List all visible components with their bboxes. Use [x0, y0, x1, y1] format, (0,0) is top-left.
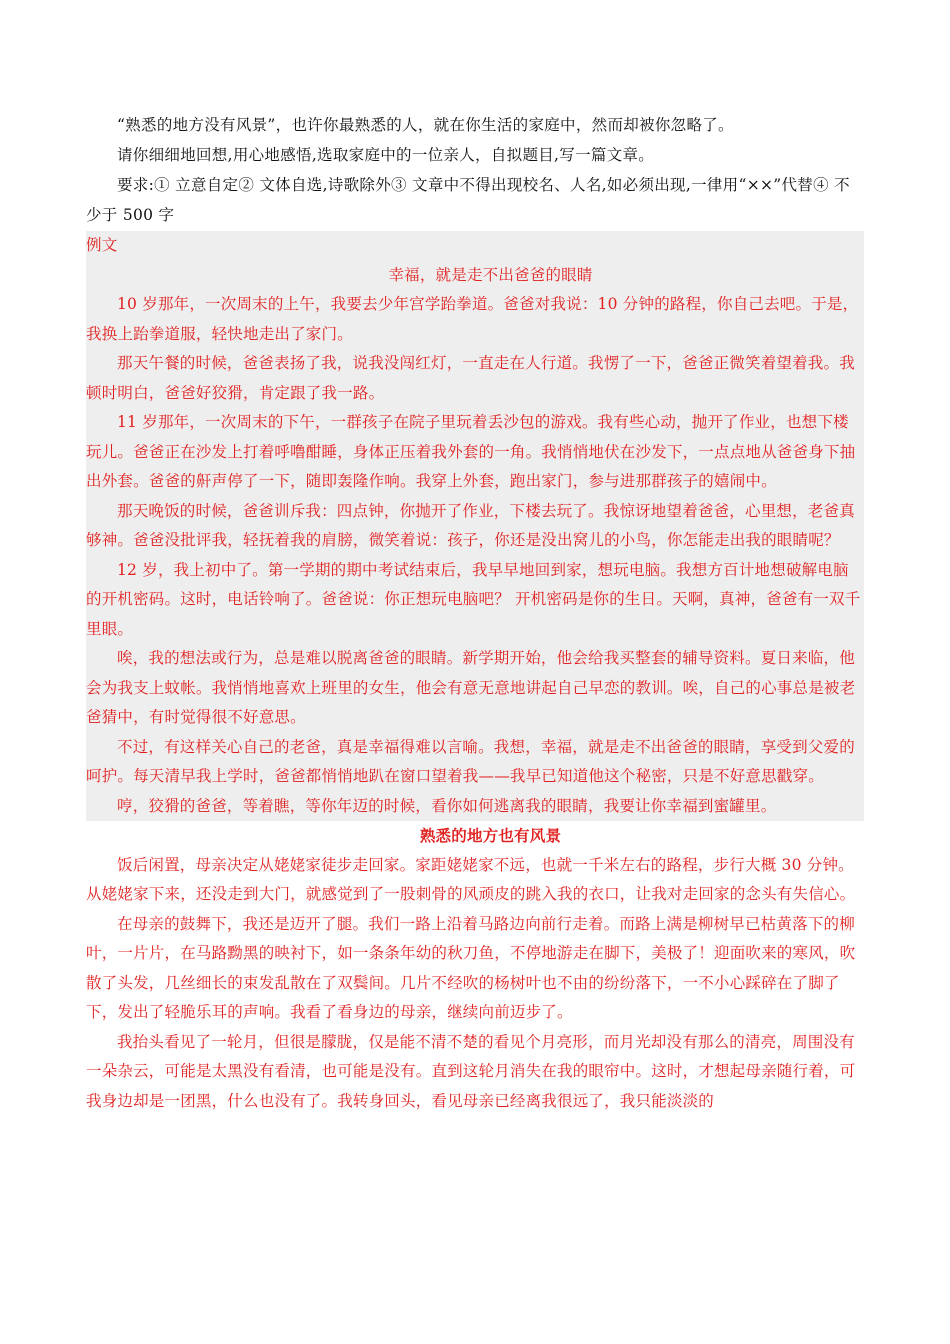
example-paragraph: 哼，狡猾的爸爸，等着瞧，等你年迈的时候，看你如何逃离我的眼睛，我要让你幸福到蜜罐里。 — [117, 796, 777, 815]
example-paragraph: 不过，有这样关心自己的老爸，真是幸福得难以言喻。我想，幸福，就是走不出爸爸的眼睛，享受到父爱的呵护。每天清早我上学时，爸爸都悄悄地趴在窗口望着我——我早已知道他这个秘密，只是不好意思戳穿。 — [86, 737, 855, 785]
prompt-line-2: 请你细细地回想,用心地感悟,选取家庭中的一位亲人，自拟题目,写一篇文章。 — [117, 146, 655, 164]
example-paragraph: 唉，我的想法或行为，总是难以脱离爸爸的眼睛。新学期开始，他会给我买整套的辅导资料。夏日来临，他会为我支上蚊帐。我悄悄地喜欢上班里的女生，他会有意无意地讲起自己早恋的教训。唉，自己的心事总是被老爸猜中，有时觉得很不好意思。 — [86, 649, 856, 726]
prompt-section — [86, 110, 864, 230]
second-essay — [86, 821, 864, 1116]
example-label: 例文 — [86, 236, 118, 254]
example-paragraph: 12 岁，我上初中了。第一学期的期中考试结束后，我早早地回到家，想玩电脑。我想方百计地想破解电脑的开机密码。这时，电话铃响了。爸爸说：你正想玩电脑吧？ 开机密码是你的生日。天啊，真神，爸爸有一双千里眼。 — [86, 560, 861, 638]
example-essay — [86, 231, 864, 821]
prompt-line-1: “熟悉的地方没有风景”，也许你最熟悉的人，就在你生活的家庭中，然而却被你忽略了。 — [117, 116, 734, 134]
essay2-paragraph: 我抬头看见了一轮月，但很是朦胧，仅是能不清不楚的看见个月亮形，而月光却没有那么的清亮，周围没有一朵杂云，可能是太黑没有看清，也可能是没有。直到这轮月消失在我的眼帘中。这时，才想起母亲随行着，可我身边却是一团黑，什么也没有了。我转身回头，看见母亲已经离我很远了，我只能淡淡的 — [86, 1032, 856, 1110]
page — [86, 110, 864, 1116]
example-paragraph: 11 岁那年，一次周末的下午，一群孩子在院子里玩着丢沙包的游戏。我有些心动，抛开了作业，也想下楼玩儿。爸爸正在沙发上打着呼噜酣睡，身体正压着我外套的一角。我悄悄地伏在沙发下，一点点地从爸爸身下抽出外套。爸爸的鼾声停了一下，随即轰隆作响。我穿上外套，跑出家门，参与进那群孩子的嬉闹中。 — [86, 413, 856, 490]
essay2-title: 熟悉的地方也有风景 — [419, 826, 562, 845]
example-title: 幸福，就是走不出爸爸的眼睛 — [388, 265, 593, 284]
essay2-paragraph: 在母亲的鼓舞下，我还是迈开了腿。我们一路上沿着马路边向前行走着。而路上满是柳树早已枯黄落下的柳叶，一片片，在马路黝黑的映衬下，如一条条年幼的秋刀鱼，不停地游走在脚下，美极了！迎面吹来的寒风，吹散了头发，几丝细长的束发乱散在了双鬓间。几片不经吹的杨树叶也不由的纷纷落下，一不小心踩碎在了脚了下，发出了轻脆乐耳的声响。我看了看身边的母亲，继续向前迈步了。 — [86, 914, 856, 1021]
essay2-paragraph: 饭后闲置，母亲决定从姥姥家徒步走回家。家距姥姥家不远，也就一千米左右的路程，步行大概 30 分钟。从姥姥家下来，还没走到大门，就感觉到了一股刺骨的风顽皮的跳入我的衣口，让我对走回家的念头有失信心。 — [86, 855, 856, 903]
example-paragraph: 10 岁那年，一次周末的上午，我要去少年宫学跆拳道。爸爸对我说：10 分钟的路程，你自己去吧。于是，我换上跆拳道服，轻快地走出了家门。 — [86, 295, 859, 343]
example-paragraph: 那天晚饭的时候，爸爸训斥我：四点钟，你抛开了作业，下楼去玩了。我惊讶地望着爸爸，心里想，老爸真够神。爸爸没批评我，轻抚着我的肩膀，微笑着说：孩子，你还是没出窝儿的小鸟，你怎能走出我的眼睛呢？ — [86, 501, 855, 549]
prompt-line-3: 要求:① 立意自定② 文体自选,诗歌除外③ 文章中不得出现校名、人名,如必须出现,一律用“××”代替④ 不少于 500 字 — [86, 176, 850, 224]
example-paragraph: 那天午餐的时候，爸爸表扬了我，说我没闯红灯，一直走在人行道。我愣了一下，爸爸正微笑着望着我。我顿时明白，爸爸好狡猾，肯定跟了我一路。 — [86, 354, 855, 402]
